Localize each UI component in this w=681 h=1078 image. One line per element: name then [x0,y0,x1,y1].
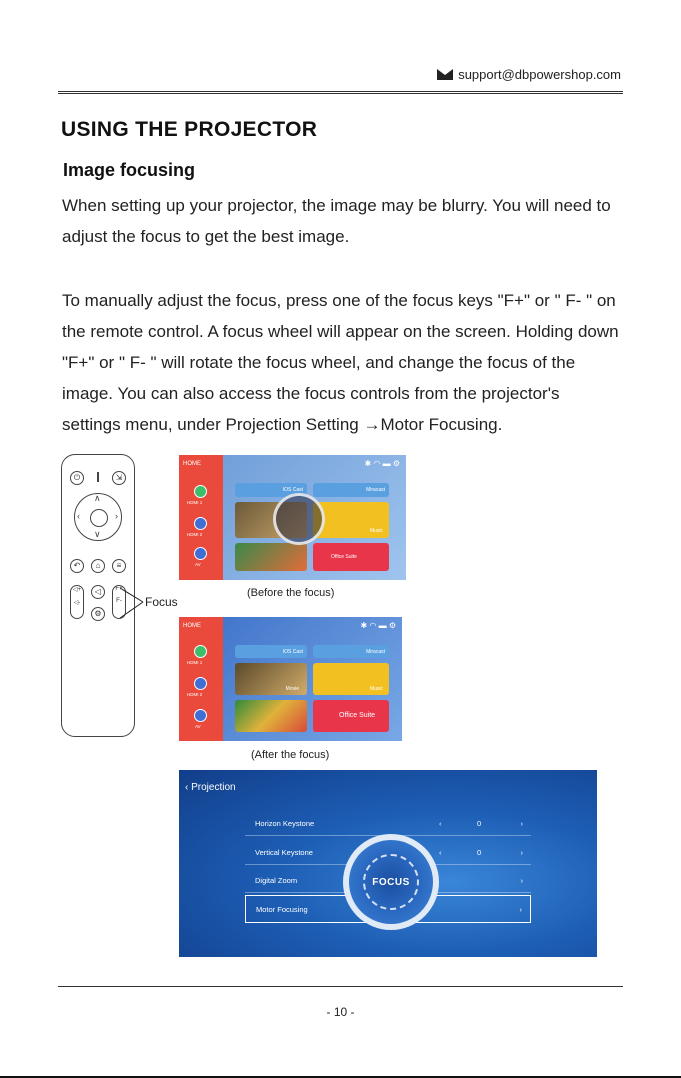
chevron-down-icon: ∨ [94,529,101,539]
tile-music: Music [313,502,389,538]
support-email[interactable]: support@dbpowershop.com [458,67,621,82]
focus-wheel-overlay [273,493,325,545]
av-icon [194,709,207,722]
screenshot-after-focus [179,617,402,741]
home-label: HOME [183,623,201,629]
volume-rocker-icon: ◁+ ◁- [70,585,84,619]
chevron-right-icon: › [520,876,523,885]
home-icon: ⌂ [91,559,105,573]
hdmi1-icon [194,645,207,658]
chevron-right-icon: › [520,848,523,857]
chevron-right-icon: › [115,511,118,521]
screenshot-before-focus [179,455,406,580]
dpad [74,493,122,541]
tile-office: Office Suite [313,543,389,571]
hdmi1-icon [194,485,207,498]
side-label-hdmi2: HDMI 2 [187,532,203,537]
envelope-icon [437,69,453,80]
caption-before: (Before the focus) [247,587,335,599]
paragraph-instructions: To manually adjust the focus, press one of the focus keys "F+" or " F- " on the remote control. A focus wheel will appear on the screen. Holding down "F+" or " F- " will rotate the focus wheel, and change the focus of the image. You can also access the focus controls from the projector's settings menu, under Projection Setting →Motor Focusing. [62,291,619,434]
indicator-light [97,472,99,482]
tile-miracast: Miracast [313,483,389,497]
side-label-av: AV [195,562,201,567]
tile-photo [235,543,307,571]
focus-plus-key: F+ [115,586,123,592]
header-rule [58,91,623,94]
header-email [437,67,621,82]
focus-wheel-ring [363,854,419,910]
home-sidebar [179,617,223,741]
status-icons: ✱ ◠ ▬ ⚙ [364,459,400,468]
hdmi2-icon [194,677,207,690]
projection-back-label: Projection [191,782,236,793]
section-subtitle: Image focusing [63,160,196,180]
home-sidebar [179,455,223,580]
mute-icon: ◁ [91,585,105,599]
side-label-hdmi1: HDMI 1 [187,500,203,505]
power-icon: ⏻ [70,471,84,485]
tile-miracast: Miracast [313,645,389,658]
ok-button-icon [90,509,108,527]
chevron-left-icon: ‹ [439,848,442,857]
paragraph-intro: When setting up your projector, the image may be blurry. You will need to adjust the focus to get the best image. [62,196,611,246]
home-label: HOME [183,461,201,467]
page-title: USING THE PROJECTOR [61,118,318,141]
av-icon [194,547,207,560]
chevron-right-icon: › [519,905,522,914]
menu-row-digital-zoom: Digital Zoom › [245,867,531,893]
screenshot-projection-menu [179,770,597,957]
focus-minus-key: F- [116,598,122,604]
tile-office: Office Suite [313,700,389,732]
tile-cast: IOS Cast [235,483,307,497]
settings-icon: ⚙ [91,607,105,621]
menu-row-vertical-keystone: Vertical Keystone ‹ 0 › [245,839,531,865]
menu-row-horizon-keystone: Horizon Keystone ‹ 0 › [245,810,531,836]
focus-callout-label: Focus [145,595,178,609]
chevron-up-icon: ∧ [94,493,101,503]
chevron-left-icon: ‹ [77,511,80,521]
chevron-left-icon: ‹ [439,819,442,828]
chevron-left-icon: ‹ [185,782,189,793]
menu-icon: ≡ [112,559,126,573]
side-label-hdmi2: HDMI 2 [187,692,203,697]
side-label-hdmi1: HDMI 1 [187,660,203,665]
chevron-right-icon: › [520,819,523,828]
input-icon: ⇲ [112,471,126,485]
tile-music: Music [313,663,389,695]
focus-callout-lines [118,585,148,621]
focus-wheel-label: FOCUS [372,877,410,888]
tile-cast: IOS Cast [235,645,307,658]
footer-rule [58,986,623,987]
hdmi2-icon [194,517,207,530]
tile-photo [235,700,307,732]
menu-row-motor-focusing: Motor Focusing › [245,895,531,923]
side-label-av: AV [195,724,201,729]
tile-movie: Movie [235,663,307,695]
back-icon: ↶ [70,559,84,573]
focus-wheel [343,834,439,930]
caption-after: (After the focus) [251,749,330,761]
projection-back [185,782,236,793]
page-number: - 10 - [326,1005,355,1019]
status-icons: ✱ ◠ ▬ ⚙ [360,621,396,630]
